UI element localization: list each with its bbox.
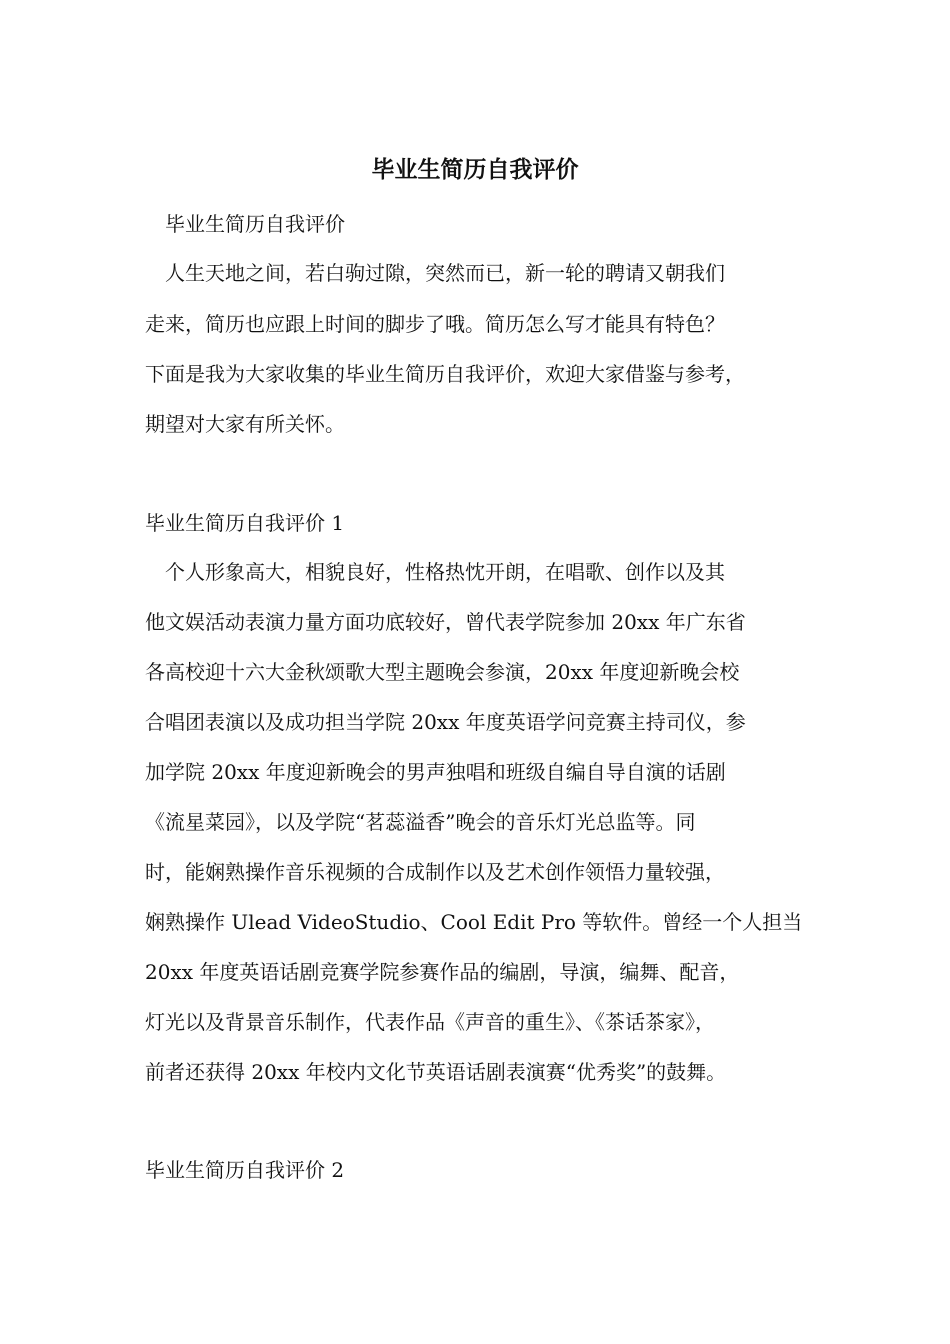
intro-line: 人生天地之间，若白驹过隙，突然而已，新一轮的聘请又朝我们 (165, 261, 725, 285)
document-subtitle: 毕业生简历自我评价 (165, 212, 345, 236)
section1-line: 灯光以及背景音乐制作，代表作品《声音的重生》、《茶话茶家》， (145, 1010, 715, 1034)
section-heading-2: 毕业生简历自我评价 2 (145, 1158, 345, 1182)
intro-line: 期望对大家有所关怀。 (145, 412, 345, 436)
section-heading-1: 毕业生简历自我评价 1 (145, 511, 345, 535)
intro-line: 下面是我为大家收集的毕业生简历自我评价，欢迎大家借鉴与参考， (145, 362, 745, 386)
section1-line: 时，能娴熟操作音乐视频的合成制作以及艺术创作领悟力量较强， (145, 860, 725, 884)
section1-line: 各高校迎十六大金秋颂歌大型主题晚会参演，20xx 年度迎新晚会校 (145, 660, 740, 684)
section1-line: 《流星菜园》，以及学院“茗蕊溢香”晚会的音乐灯光总监等。同 (145, 810, 696, 834)
document-title: 毕业生简历自我评价 (371, 156, 579, 183)
section1-line: 他文娱活动表演力量方面功底较好，曾代表学院参加 20xx 年广东省 (145, 610, 746, 634)
section1-line: 加学院 20xx 年度迎新晚会的男声独唱和班级自编自导自演的话剧 (145, 760, 726, 784)
section1-line: 合唱团表演以及成功担当学院 20xx 年度英语学问竞赛主持司仪，参 (145, 710, 746, 734)
section1-line: 前者还获得 20xx 年校内文化节英语话剧表演赛“优秀奖”的鼓舞。 (145, 1060, 727, 1084)
section1-line: 娴熟操作 Ulead VideoStudio、Cool Edit Pro 等软件。曾经一个人担当 (145, 910, 803, 934)
intro-line: 走来，简历也应跟上时间的脚步了哦。简历怎么写才能具有特色？ (145, 312, 725, 336)
section1-line: 20xx 年度英语话剧竞赛学院参赛作品的编剧，导演，编舞、配音， (145, 960, 740, 984)
section1-line: 个人形象高大，相貌良好，性格热忱开朗，在唱歌、创作以及其 (165, 560, 725, 584)
